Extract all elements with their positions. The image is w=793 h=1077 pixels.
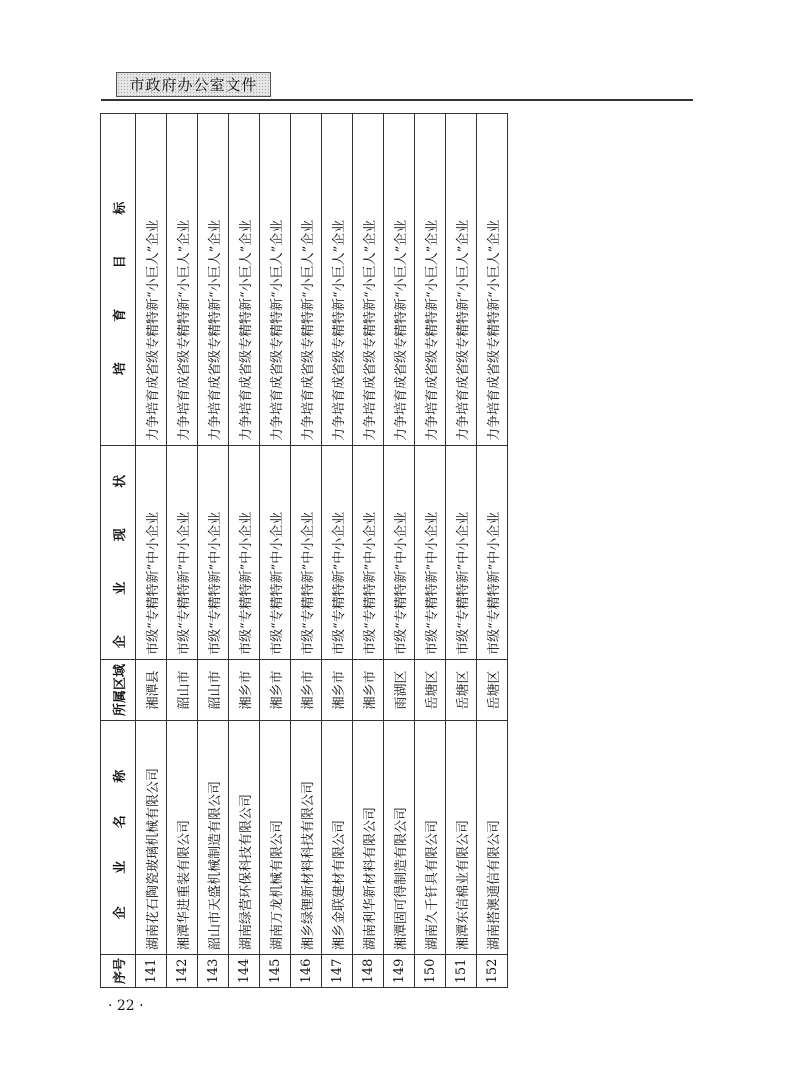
cell-region: 岳塘区: [415, 660, 446, 721]
table-row: [446, 114, 477, 988]
cell-goal: 力争培育成省级专精特新“小巨人”企业: [446, 114, 477, 446]
cell-index: 151: [446, 955, 477, 988]
cell-status: 市级“专精特新”中小企业: [167, 446, 198, 660]
cell-name: 湘潭华进重装有限公司: [167, 721, 198, 955]
header-title: 市政府办公室文件: [129, 76, 258, 94]
cell-region: 韶山市: [198, 660, 229, 721]
cell-goal: 力争培育成省级专精特新“小巨人”企业: [229, 114, 260, 446]
cell-status: 市级“专精特新”中小企业: [446, 446, 477, 660]
cell-region: 湘乡市: [260, 660, 291, 721]
enterprise-table: [100, 113, 508, 988]
cell-region: 湘乡市: [229, 660, 260, 721]
document-header-label: [116, 72, 271, 97]
cell-goal: 力争培育成省级专精特新“小巨人”企业: [322, 114, 353, 446]
cell-goal: 力争培育成省级专精特新“小巨人”企业: [167, 114, 198, 446]
cell-status: 市级“专精特新”中小企业: [384, 446, 415, 660]
table-row: [229, 114, 260, 988]
cell-region: 雨湖区: [384, 660, 415, 721]
cell-status: 市级“专精特新”中小企业: [136, 446, 167, 660]
cell-name: 湖南万龙机械有限公司: [260, 721, 291, 955]
column-header-goal: 培 育 目 标: [101, 114, 136, 446]
cell-status: 市级“专精特新”中小企业: [260, 446, 291, 660]
column-header-name: 企 业 名 称: [101, 721, 136, 955]
cell-index: 143: [198, 955, 229, 988]
table-row: [384, 114, 415, 988]
cell-name: 湖南利华新材料有限公司: [353, 721, 384, 955]
cell-status: 市级“专精特新”中小企业: [322, 446, 353, 660]
cell-goal: 力争培育成省级专精特新“小巨人”企业: [477, 114, 508, 446]
cell-name: 湘潭东信棉业有限公司: [446, 721, 477, 955]
cell-index: 146: [291, 955, 322, 988]
cell-index: 145: [260, 955, 291, 988]
cell-status: 市级“专精特新”中小企业: [477, 446, 508, 660]
cell-index: 148: [353, 955, 384, 988]
cell-goal: 力争培育成省级专精特新“小巨人”企业: [198, 114, 229, 446]
cell-goal: 力争培育成省级专精特新“小巨人”企业: [136, 114, 167, 446]
cell-index: 144: [229, 955, 260, 988]
cell-name: 湘乡绿锂新材料科技有限公司: [291, 721, 322, 955]
column-header-region: 所属区域: [101, 660, 136, 721]
cell-index: 142: [167, 955, 198, 988]
table-row: [260, 114, 291, 988]
table-row: [291, 114, 322, 988]
cell-index: 152: [477, 955, 508, 988]
cell-region: 湘乡市: [353, 660, 384, 721]
cell-region: 湘乡市: [291, 660, 322, 721]
cell-region: 湘潭县: [136, 660, 167, 721]
page-number: · 22 ·: [108, 998, 144, 1014]
cell-status: 市级“专精特新”中小企业: [198, 446, 229, 660]
cell-goal: 力争培育成省级专精特新“小巨人”企业: [291, 114, 322, 446]
cell-name: 湖南绿营环保科技有限公司: [229, 721, 260, 955]
table-row: [353, 114, 384, 988]
cell-name: 湖南久千钎具有限公司: [415, 721, 446, 955]
table-row: [415, 114, 446, 988]
cell-status: 市级“专精特新”中小企业: [291, 446, 322, 660]
cell-status: 市级“专精特新”中小企业: [229, 446, 260, 660]
column-header-index: 序号: [101, 955, 136, 988]
enterprise-table-rotated: [100, 113, 502, 988]
table-row: [136, 114, 167, 988]
header-rule: [101, 99, 693, 101]
cell-status: 市级“专精特新”中小企业: [415, 446, 446, 660]
cell-name: 湘潭固可得制造有限公司: [384, 721, 415, 955]
table-header-row: [101, 114, 136, 988]
cell-name: 韶山市天盛机械制造有限公司: [198, 721, 229, 955]
cell-region: 岳塘区: [446, 660, 477, 721]
cell-goal: 力争培育成省级专精特新“小巨人”企业: [260, 114, 291, 446]
cell-name: 湖南花石陶瓷玻璃机械有限公司: [136, 721, 167, 955]
cell-goal: 力争培育成省级专精特新“小巨人”企业: [353, 114, 384, 446]
cell-region: 湘乡市: [322, 660, 353, 721]
table-row: [322, 114, 353, 988]
cell-region: 岳塘区: [477, 660, 508, 721]
cell-index: 141: [136, 955, 167, 988]
cell-name: 湘乡金联建材有限公司: [322, 721, 353, 955]
cell-index: 147: [322, 955, 353, 988]
column-header-status: 企 业 现 状: [101, 446, 136, 660]
cell-index: 150: [415, 955, 446, 988]
table-row: [477, 114, 508, 988]
cell-goal: 力争培育成省级专精特新“小巨人”企业: [415, 114, 446, 446]
cell-goal: 力争培育成省级专精特新“小巨人”企业: [384, 114, 415, 446]
table-row: [167, 114, 198, 988]
enterprise-table-container: [100, 113, 502, 988]
cell-name: 湖南搭澳通信有限公司: [477, 721, 508, 955]
cell-region: 韶山市: [167, 660, 198, 721]
cell-status: 市级“专精特新”中小企业: [353, 446, 384, 660]
table-row: [198, 114, 229, 988]
cell-index: 149: [384, 955, 415, 988]
